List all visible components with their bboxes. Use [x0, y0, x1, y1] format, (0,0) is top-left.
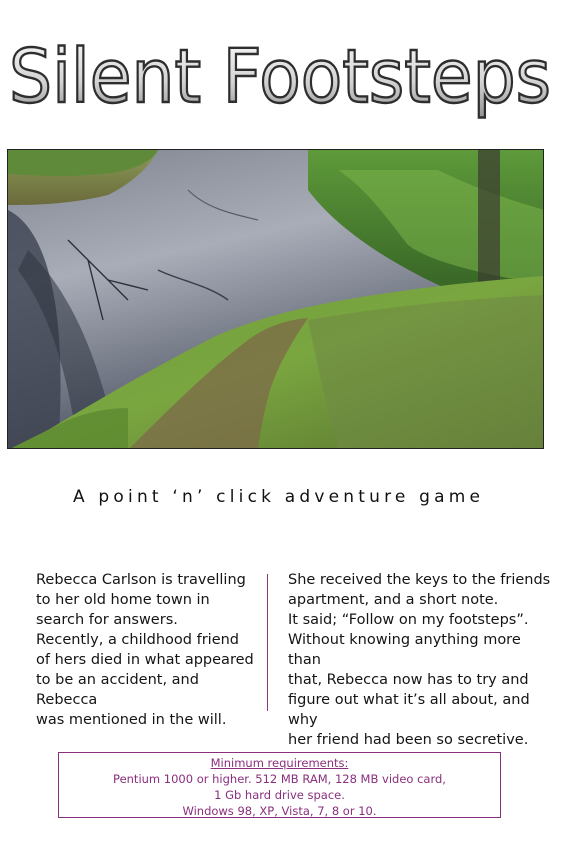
column-divider: [267, 574, 268, 711]
story-text-right: She received the keys to the friends apartment, and a short note. It said; “Follow on my footsteps”. Without knowing anything more than that, Rebecca now has to try and figure out what it’s all about, and why her friend had been so secretive.: [288, 572, 551, 748]
requirements-line: Windows 98, XP, Vista, 7, 8 or 10.: [182, 804, 377, 818]
game-title-text: Silent Footsteps: [9, 34, 551, 120]
story-text-left: Rebecca Carlson is travelling to her old home town in search for answers. Recently, a childhood friend of hers died in what appeared to be an accident, and Rebecca was mentioned in the will.: [36, 572, 254, 728]
requirements-box: [58, 752, 501, 818]
requirements-line: Pentium 1000 or higher. 512 MB RAM, 128 MB video card,: [113, 772, 446, 786]
requirements-heading: Minimum requirements:: [210, 756, 349, 770]
requirements-line: 1 Gb hard drive space.: [214, 788, 345, 802]
game-title: [0, 28, 561, 124]
cover-photo-riverbank: [7, 149, 544, 449]
tagline: A point ‘n’ click adventure game: [73, 487, 485, 507]
